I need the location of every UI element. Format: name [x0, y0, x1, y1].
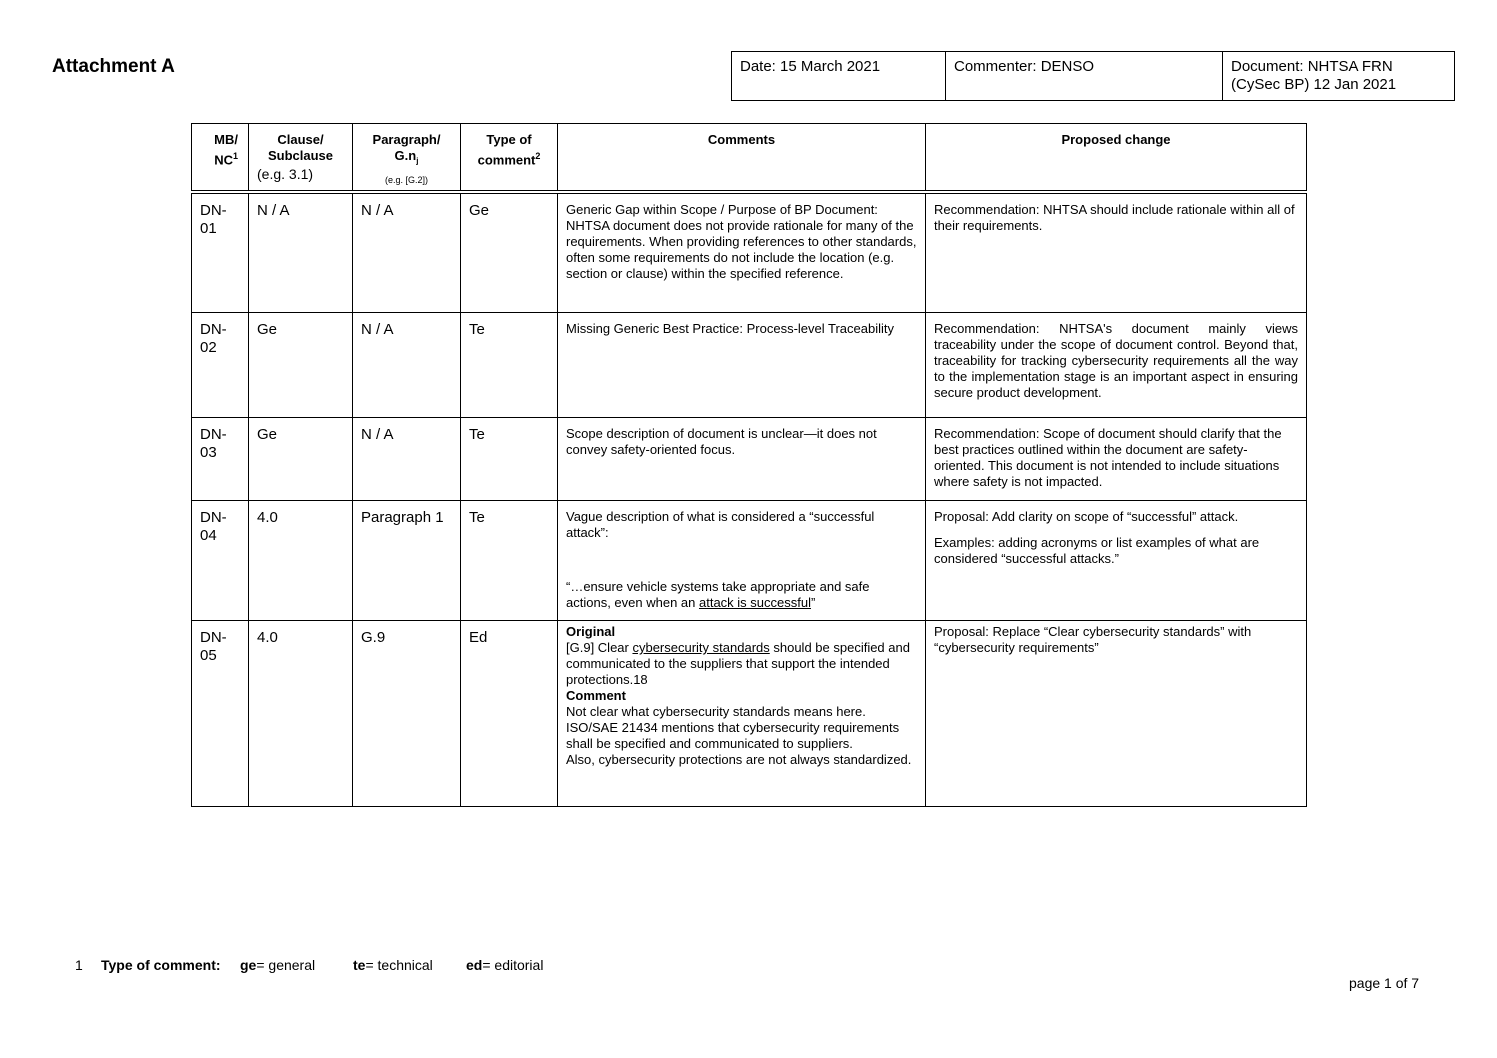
row-clause: 4.0 [249, 621, 353, 807]
row-clause: N / A [249, 192, 353, 313]
footnote: 1 Type of comment: ge= general te= technical ed= editorial [75, 957, 544, 973]
row-proposed: Proposal: Add clarity on scope of “successful” attack. Examples: adding acronyms or list examples of what are considered “successful attacks.” [926, 501, 1307, 621]
row-paragraph: G.9 [353, 621, 461, 807]
row-type: Te [461, 418, 558, 501]
row-clause: 4.0 [249, 501, 353, 621]
row-id: DN- 03 [192, 418, 249, 501]
row-comment: Scope description of document is unclear—it does not convey safety-oriented focus. [558, 418, 926, 501]
table-row [192, 501, 1307, 621]
table-row [192, 418, 1307, 501]
row-proposed: Recommendation: NHTSA's document mainly views traceability under the scope of document control. Beyond that, traceability for tracking cybersecurity requirements all the way to the implementation stage is an important aspect in ensuring secure product development. [926, 313, 1307, 418]
table-row [192, 313, 1307, 418]
meta-document [1223, 52, 1455, 101]
row-id: DN- 02 [192, 313, 249, 418]
document-meta-table [731, 51, 1455, 101]
header-proposed: Proposed change [926, 124, 1307, 192]
row-type: Ed [461, 621, 558, 807]
page-title: Attachment A [52, 56, 175, 77]
row-comment: Vague description of what is considered a “successful attack”: “…ensure vehicle systems take appropriate and safe actions, even when an attack is successful” [558, 501, 926, 621]
table-row [192, 192, 1307, 313]
row-type: Te [461, 501, 558, 621]
row-comment: Missing Generic Best Practice: Process-level Traceability [558, 313, 926, 418]
row-paragraph: N / A [353, 192, 461, 313]
row-proposed: Recommendation: NHTSA should include rationale within all of their requirements. [926, 192, 1307, 313]
page-number: page 1 of 7 [1349, 975, 1420, 991]
row-proposed: Proposal: Replace “Clear cybersecurity standards” with “cybersecurity requirements” [926, 621, 1307, 807]
row-type: Te [461, 313, 558, 418]
header-clause: Clause/ Subclause (e.g. 3.1) [249, 124, 353, 192]
row-comment: Generic Gap within Scope / Purpose of BP Document: NHTSA document does not provide rationale for many of the requirements. When providing references to other standards, often some requirements do not include the location (e.g. section or clause) within the specified reference. [558, 192, 926, 313]
row-paragraph: N / A [353, 313, 461, 418]
meta-document-line2: (CySec BP) 12 Jan 2021 [1231, 76, 1397, 93]
row-type: Ge [461, 192, 558, 313]
row-id: DN- 05 [192, 621, 249, 807]
row-id: DN- 04 [192, 501, 249, 621]
row-id: DN- 01 [192, 192, 249, 313]
header-mb-nc: MB/ $NC^1$ [192, 124, 249, 192]
header-row [192, 124, 1307, 192]
header-comments: Comments [558, 124, 926, 192]
header-paragraph: Paragraph/ $G.n_j$ (e.g. [G.2]) [353, 124, 461, 192]
meta-date: Date: 15 March 2021 [732, 52, 946, 101]
row-paragraph: N / A [353, 418, 461, 501]
meta-document-line1: Document: NHTSA FRN [1231, 58, 1393, 75]
row-clause: Ge [249, 313, 353, 418]
meta-commenter: Commenter: DENSO [946, 52, 1223, 101]
row-comment: Original [G.9] Clear cybersecurity standards should be specified and communicated to the suppliers that support the intended protections.18 Comment Not clear what cybersecurity standards means here. ISO/SAE 21434 mentions that cybersecurity requirements shall be specified and communicated to suppliers. Also, cybersecurity protections are not always standardized. [558, 621, 926, 807]
table-row [192, 621, 1307, 807]
row-paragraph: Paragraph 1 [353, 501, 461, 621]
row-proposed: Recommendation: Scope of document should clarify that the best practices outlined within the document are safety-oriented. This document is not intended to include situations where safety is not impacted. [926, 418, 1307, 501]
row-clause: Ge [249, 418, 353, 501]
header-type: Type of comment$^2$ [461, 124, 558, 192]
comments-table [191, 123, 1307, 807]
